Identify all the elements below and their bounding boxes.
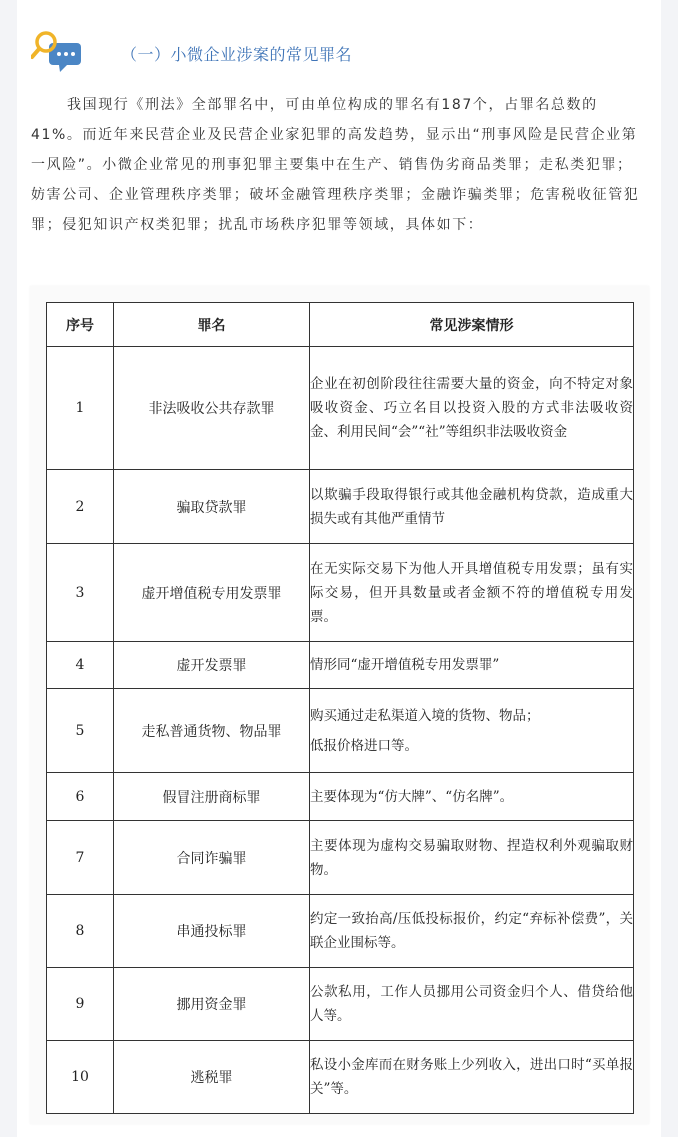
table-row (47, 895, 634, 968)
description-line: 情形同“虚开增值税专用发票罪” (310, 657, 500, 673)
cell-crime-name: 走私普通货物、物品罪 (114, 689, 310, 773)
cell-case-description (310, 470, 634, 544)
table-row (47, 821, 634, 895)
description-line: 主要体现为“仿大牌”、“仿名牌”。 (310, 788, 514, 805)
table-card (30, 286, 649, 1124)
description-line: 公款私用，工作人员挪用公司资金归个人、借贷给他人等。 (310, 984, 633, 1024)
table-row (47, 470, 634, 544)
section-title: （一）小微企业涉案的常见罪名 (121, 45, 353, 64)
crimes-table (46, 302, 634, 1114)
cell-crime-name: 骗取贷款罪 (114, 470, 310, 544)
article-page (17, 0, 661, 1137)
section-header (31, 30, 631, 74)
cell-case-description (310, 1041, 634, 1114)
description-line: 主要体现为虚构交易骗取财物、捏造权利外观骗取财物。 (310, 837, 633, 878)
cell-case-description (310, 689, 634, 773)
cell-case-description (310, 642, 634, 689)
header-name: 罪名 (114, 303, 310, 347)
intro-paragraph: 我国现行《刑法》全部罪名中，可由单位构成的罪名有187个，占罪名总数的41%。而近年来民营企业及民营企业家犯罪的高发趋势，显示出“刑事风险是民营企业第一风险”。小微企业常见的刑事犯罪主要集中在生产、销售伪劣商品类罪；走私类犯罪；妨害公司、企业管理秩序类罪；破坏金融管理秩序类罪；金融诈骗类罪；危害税收征管犯罪；侵犯知识产权类犯罪；扰乱市场秩序犯罪等领域，具体如下： (31, 97, 640, 233)
description-line: 购买通过走私渠道入境的货物、物品； (310, 707, 540, 724)
cell-no: 7 (47, 821, 114, 895)
cell-case-description (310, 544, 634, 642)
header-no: 序号 (47, 303, 114, 347)
table-row (47, 1041, 634, 1114)
table-row (47, 968, 634, 1041)
cell-crime-name: 合同诈骗罪 (114, 821, 310, 895)
cell-no: 10 (47, 1041, 114, 1114)
cell-crime-name: 挪用资金罪 (114, 968, 310, 1041)
cell-no: 9 (47, 968, 114, 1041)
cell-no: 1 (47, 347, 114, 470)
table-row (47, 347, 634, 470)
description-line: 在无实际交易下为他人开具增值税专用发票；虽有实际交易，但开具数量或者金额不符的增值税专用发票。 (310, 560, 633, 625)
cell-case-description (310, 773, 634, 821)
cell-no: 6 (47, 773, 114, 821)
cell-crime-name: 串通投标罪 (114, 895, 310, 968)
cell-no: 5 (47, 689, 114, 773)
description-line: 以欺骗手段取得银行或其他金融机构贷款，造成重大损失或有其他严重情节 (310, 486, 633, 527)
cell-crime-name: 非法吸收公共存款罪 (114, 347, 310, 470)
cell-case-description (310, 895, 634, 968)
description-line: 低报价格进口等。 (310, 737, 418, 754)
table-row (47, 773, 634, 821)
magnifier-chat-icon (31, 30, 87, 74)
cell-no: 4 (47, 642, 114, 689)
cell-no: 8 (47, 895, 114, 968)
cell-crime-name: 虚开发票罪 (114, 642, 310, 689)
cell-no: 3 (47, 544, 114, 642)
cell-crime-name: 假冒注册商标罪 (114, 773, 310, 821)
table-row (47, 642, 634, 689)
cell-no: 2 (47, 470, 114, 544)
table-row (47, 544, 634, 642)
description-line: 约定一致抬高/压低投标报价，约定“弃标补偿费”，关联企业围标等。 (310, 911, 633, 951)
description-line: 私设小金库而在财务账上少列收入，进出口时“买单报关”等。 (310, 1057, 633, 1097)
description-line: 企业在初创阶段往往需要大量的资金，向不特定对象吸收资金、巧立名目以投资入股的方式非法吸收资金、利用民间“会”“社”等组织非法吸收资金 (310, 376, 633, 440)
cell-crime-name: 逃税罪 (114, 1041, 310, 1114)
table-header-row (47, 303, 634, 347)
table-row (47, 689, 634, 773)
cell-case-description (310, 821, 634, 895)
cell-crime-name: 虚开增值税专用发票罪 (114, 544, 310, 642)
cell-case-description (310, 968, 634, 1041)
header-desc: 常见涉案情形 (310, 303, 634, 347)
cell-case-description (310, 347, 634, 470)
